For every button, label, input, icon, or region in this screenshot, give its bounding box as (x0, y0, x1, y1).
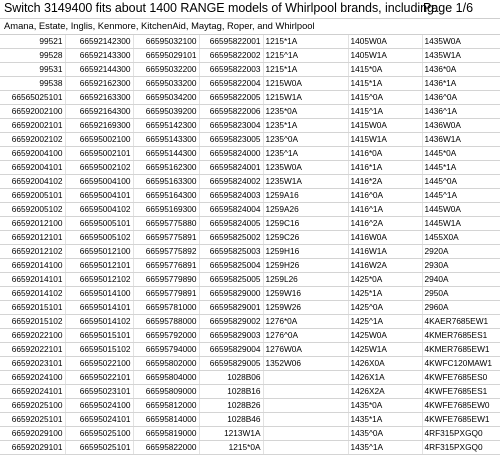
table-row (0, 357, 500, 371)
table-cell: 66595014100 (65, 287, 133, 301)
table-cell: 66595002102 (65, 161, 133, 175)
table-cell: 66592025101 (0, 413, 65, 427)
table-cell: 1425*0A (348, 273, 422, 287)
table-cell: 66595829005 (199, 357, 263, 371)
table-cell: 66595012101 (65, 259, 133, 273)
table-cell: 66592164300 (65, 105, 133, 119)
table-row (0, 399, 500, 413)
table-cell: 66595024101 (65, 413, 133, 427)
table-cell: 66592014101 (0, 273, 65, 287)
table-cell: 1235*0A (263, 105, 348, 119)
table-cell: 66592143300 (65, 49, 133, 63)
table-cell: 66595829003 (199, 329, 263, 343)
table-cell: 66592029101 (0, 441, 65, 455)
table-cell: 4KWFE7685ES0 (422, 371, 500, 385)
table-cell: 66595024100 (65, 399, 133, 413)
table-cell: 66592024101 (0, 385, 65, 399)
table-cell: 66595829000 (199, 287, 263, 301)
table-cell: 66595792000 (133, 329, 199, 343)
table-cell: 66565025101 (0, 91, 65, 105)
title-row (0, 0, 500, 19)
table-cell: 4KWFE7685ES1 (422, 385, 500, 399)
table-cell: 66595033200 (133, 77, 199, 91)
table-cell (263, 371, 348, 385)
table-cell: 1215W1A (263, 91, 348, 105)
table-row (0, 77, 500, 91)
table-cell: 2930A (422, 259, 500, 273)
table-cell: 66595802000 (133, 357, 199, 371)
table-cell: 1259L26 (263, 273, 348, 287)
table-cell: 4KWFE7685EW1 (422, 413, 500, 427)
table-cell: 1416*2A (348, 175, 422, 189)
subtitle-row (0, 19, 500, 35)
document-title: Switch 3149400 fits about 1400 RANGE models of Whirlpool brands, including: (4, 1, 438, 15)
table-cell: 66595012100 (65, 245, 133, 259)
table-row (0, 35, 500, 49)
table-cell: 66592004101 (0, 161, 65, 175)
table-cell: 66595829004 (199, 343, 263, 357)
table-cell: 66595005101 (65, 217, 133, 231)
table-cell: 66595012102 (65, 273, 133, 287)
table-cell: 1445*0A (422, 147, 500, 161)
table-cell (263, 413, 348, 427)
table-cell: 66595779891 (133, 287, 199, 301)
table-cell: 1445^1A (422, 189, 500, 203)
table-cell: 66595025100 (65, 427, 133, 441)
table-cell: 66592012101 (0, 231, 65, 245)
table-cell: 66592015101 (0, 301, 65, 315)
table-cell: 66595822005 (199, 91, 263, 105)
table-cell: 1215W0A (263, 77, 348, 91)
table-cell: 1259W26 (263, 301, 348, 315)
table-cell: 66595825005 (199, 273, 263, 287)
table-cell: 1445W1A (422, 217, 500, 231)
table-row (0, 441, 500, 455)
table-cell: 66592162300 (65, 77, 133, 91)
table-cell: 66595779890 (133, 273, 199, 287)
table-cell: 1416W2A (348, 259, 422, 273)
table-cell: 1028B46 (199, 413, 263, 427)
table-cell: 1436^1A (422, 105, 500, 119)
table-cell: 1028B06 (199, 371, 263, 385)
table-cell: 1435W0A (422, 35, 500, 49)
table-cell: 1416*0A (348, 147, 422, 161)
table-cell: 66592005102 (0, 203, 65, 217)
table-cell (263, 399, 348, 413)
table-cell: 1436*0A (422, 63, 500, 77)
table-cell: 1426X2A (348, 385, 422, 399)
table-cell: 1235^1A (263, 147, 348, 161)
table-cell: 66595776891 (133, 259, 199, 273)
table-cell: 1436W1A (422, 133, 500, 147)
brands-subtitle: Amana, Estate, Inglis, Kenmore, KitchenAid, Maytag, Roper, and Whirlpool (4, 20, 315, 31)
table-cell: 4RF315PXGQ0 (422, 441, 500, 455)
table-row (0, 175, 500, 189)
table-cell: 66595144300 (133, 147, 199, 161)
table-cell: 66595014101 (65, 301, 133, 315)
table-cell: 66595023101 (65, 385, 133, 399)
table-cell: 4KMER7685ES1 (422, 329, 500, 343)
table-cell: 1235*1A (263, 119, 348, 133)
table-cell: 1215*1A (263, 35, 348, 49)
table-cell: 66595032100 (133, 35, 199, 49)
table-cell: 66592023101 (0, 357, 65, 371)
table-cell: 1276^0A (263, 329, 348, 343)
table-row (0, 385, 500, 399)
table-cell: 66592002101 (0, 119, 65, 133)
table-cell: 4KMER7685EW1 (422, 343, 500, 357)
table-cell: 1259C26 (263, 231, 348, 245)
table-cell: 66595142300 (133, 119, 199, 133)
table-cell: 1455X0A (422, 231, 500, 245)
table-cell: 66595814000 (133, 413, 199, 427)
table-cell: 66592004102 (0, 175, 65, 189)
table-cell: 66595822001 (199, 35, 263, 49)
table-cell: 66592142300 (65, 35, 133, 49)
table-cell: 1416^1A (348, 203, 422, 217)
table-row (0, 245, 500, 259)
table-cell: 1435^1A (348, 441, 422, 455)
table-cell: 66595143300 (133, 133, 199, 147)
table-cell: 66595002101 (65, 147, 133, 161)
page-number: Page 1/6 (423, 1, 474, 15)
table-cell: 66595809000 (133, 385, 199, 399)
table-cell: 66595034200 (133, 91, 199, 105)
table-cell: 66592014100 (0, 259, 65, 273)
table-cell: 66595164300 (133, 189, 199, 203)
table-cell: 1416W0A (348, 231, 422, 245)
table-cell: 1436^0A (422, 91, 500, 105)
table-row (0, 231, 500, 245)
table-row (0, 63, 500, 77)
table-cell: 1259H26 (263, 259, 348, 273)
table-cell: 66595822003 (199, 63, 263, 77)
table-cell: 1259H16 (263, 245, 348, 259)
table-cell: 66595032200 (133, 63, 199, 77)
table-row (0, 147, 500, 161)
table-row (0, 287, 500, 301)
table-cell: 66595829001 (199, 301, 263, 315)
table-row (0, 273, 500, 287)
table-cell: 66592012100 (0, 217, 65, 231)
table-cell: 99528 (0, 49, 65, 63)
table-cell: 66595029101 (133, 49, 199, 63)
table-row (0, 315, 500, 329)
table-cell: 66595781000 (133, 301, 199, 315)
table-cell: 66592015102 (0, 315, 65, 329)
table-row (0, 203, 500, 217)
table-row (0, 119, 500, 133)
table-cell: 66592169300 (65, 119, 133, 133)
table-cell: 66592014102 (0, 287, 65, 301)
table-cell: 1028B16 (199, 385, 263, 399)
table-cell: 66595775891 (133, 231, 199, 245)
table-cell: 66595804000 (133, 371, 199, 385)
table-row (0, 371, 500, 385)
table-cell: 66595823004 (199, 119, 263, 133)
table-cell: 1425W0A (348, 329, 422, 343)
table-cell: 66595015102 (65, 343, 133, 357)
table-row (0, 343, 500, 357)
table-cell: 1235W1A (263, 175, 348, 189)
table-cell: 4KWFC120MAW1 (422, 357, 500, 371)
table-cell: 66595022100 (65, 357, 133, 371)
table-cell: 66595794000 (133, 343, 199, 357)
table-cell (263, 427, 348, 441)
table-cell: 1425W1A (348, 343, 422, 357)
table-cell: 66595169300 (133, 203, 199, 217)
table-cell: 1415^1A (348, 105, 422, 119)
table-cell: 66592022100 (0, 329, 65, 343)
table-cell: 66595824000 (199, 147, 263, 161)
table-cell: 1259C16 (263, 217, 348, 231)
table-cell: 1415^0A (348, 91, 422, 105)
table-cell: 66595829002 (199, 315, 263, 329)
table-cell: 1415W1A (348, 133, 422, 147)
table-cell: 66595004100 (65, 175, 133, 189)
table-cell: 1259A16 (263, 189, 348, 203)
table-cell: 66595004101 (65, 189, 133, 203)
table-cell: 66595822004 (199, 77, 263, 91)
table-row (0, 189, 500, 203)
table-cell: 1445^0A (422, 175, 500, 189)
table-cell: 1445*1A (422, 161, 500, 175)
table-cell: 1415*1A (348, 77, 422, 91)
table-cell: 1435*0A (348, 399, 422, 413)
table-cell: 66595004102 (65, 203, 133, 217)
table-cell: 1445W0A (422, 203, 500, 217)
table-cell: 66595039200 (133, 105, 199, 119)
table-row (0, 329, 500, 343)
table-cell: 4KAER7685EW1 (422, 315, 500, 329)
table-cell: 1215*1A (263, 63, 348, 77)
table-row (0, 133, 500, 147)
table-row (0, 217, 500, 231)
table-cell: 1259W16 (263, 287, 348, 301)
table-cell: 66592004100 (0, 147, 65, 161)
table-cell: 66595002100 (65, 133, 133, 147)
table-cell: 1416*1A (348, 161, 422, 175)
table-cell: 1213W1A (199, 427, 263, 441)
table-cell: 66592025100 (0, 399, 65, 413)
table-cell: 1425^1A (348, 315, 422, 329)
table-row (0, 49, 500, 63)
table-cell: 66592144300 (65, 63, 133, 77)
table-cell: 1436*1A (422, 77, 500, 91)
table-cell: 1215^1A (263, 49, 348, 63)
table-cell: 66595825002 (199, 231, 263, 245)
table-cell: 66595788000 (133, 315, 199, 329)
table-cell: 66595823005 (199, 133, 263, 147)
table-cell: 66595775880 (133, 217, 199, 231)
table-cell: 2950A (422, 287, 500, 301)
table-cell: 1235W0A (263, 161, 348, 175)
table-cell (263, 385, 348, 399)
table-cell: 1425^0A (348, 301, 422, 315)
table-cell: 1416^2A (348, 217, 422, 231)
table-cell: 66592029100 (0, 427, 65, 441)
table-cell: 1435*1A (348, 413, 422, 427)
table-row (0, 427, 500, 441)
table-cell: 66592002102 (0, 133, 65, 147)
table-cell: 66595162300 (133, 161, 199, 175)
table-cell: 66595822006 (199, 105, 263, 119)
table-cell: 66595824003 (199, 189, 263, 203)
table-cell: 1426X1A (348, 371, 422, 385)
table-cell: 1415*0A (348, 63, 422, 77)
table-row (0, 301, 500, 315)
table-row (0, 105, 500, 119)
table-cell: 2920A (422, 245, 500, 259)
table-cell: 66595824004 (199, 203, 263, 217)
table-cell: 66595825004 (199, 259, 263, 273)
table-cell: 1276*0A (263, 315, 348, 329)
table-body (0, 35, 500, 455)
table-cell: 1405W0A (348, 35, 422, 49)
table-cell: 99531 (0, 63, 65, 77)
table-cell: 1259A26 (263, 203, 348, 217)
table-cell: 1436W0A (422, 119, 500, 133)
table-cell: 66592002100 (0, 105, 65, 119)
table-cell: 66595825003 (199, 245, 263, 259)
table-row (0, 161, 500, 175)
table-row (0, 259, 500, 273)
table-row (0, 91, 500, 105)
table-cell: 99538 (0, 77, 65, 91)
table-cell: 1416W1A (348, 245, 422, 259)
table-cell: 66595824005 (199, 217, 263, 231)
table-cell: 1415W0A (348, 119, 422, 133)
table-row (0, 413, 500, 427)
table-cell: 2960A (422, 301, 500, 315)
table-cell: 1235^0A (263, 133, 348, 147)
table-cell: 66595822000 (133, 441, 199, 455)
table-cell: 1405W1A (348, 49, 422, 63)
table-cell: 1426X0A (348, 357, 422, 371)
table-cell: 66595025101 (65, 441, 133, 455)
table-cell: 1276W0A (263, 343, 348, 357)
table-cell: 1416^0A (348, 189, 422, 203)
table-cell: 66592022101 (0, 343, 65, 357)
table-cell: 1028B26 (199, 399, 263, 413)
table-cell: 66595163300 (133, 175, 199, 189)
table-cell: 66595022101 (65, 371, 133, 385)
table-cell: 66595015101 (65, 329, 133, 343)
table-cell: 2940A (422, 273, 500, 287)
table-cell: 66592005101 (0, 189, 65, 203)
table-cell: 4RF315PXGQ0 (422, 427, 500, 441)
table-cell: 1352W06 (263, 357, 348, 371)
table-cell: 66592012102 (0, 245, 65, 259)
table-cell: 66595014102 (65, 315, 133, 329)
table-cell: 66595005102 (65, 231, 133, 245)
table-cell (263, 441, 348, 455)
table-cell: 66595824001 (199, 161, 263, 175)
table-cell: 99521 (0, 35, 65, 49)
table-cell: 66595775892 (133, 245, 199, 259)
table-cell: 4KWFE7685EW0 (422, 399, 500, 413)
table-cell: 66592163300 (65, 91, 133, 105)
table-cell: 1435^0A (348, 427, 422, 441)
table-cell: 1435W1A (422, 49, 500, 63)
table-cell: 1215*0A (199, 441, 263, 455)
table-cell: 66595822002 (199, 49, 263, 63)
table-cell: 66595824002 (199, 175, 263, 189)
table-cell: 66595812000 (133, 399, 199, 413)
table-cell: 1425*1A (348, 287, 422, 301)
model-number-table (0, 35, 500, 455)
table-cell: 66595819000 (133, 427, 199, 441)
table-cell: 66592024100 (0, 371, 65, 385)
